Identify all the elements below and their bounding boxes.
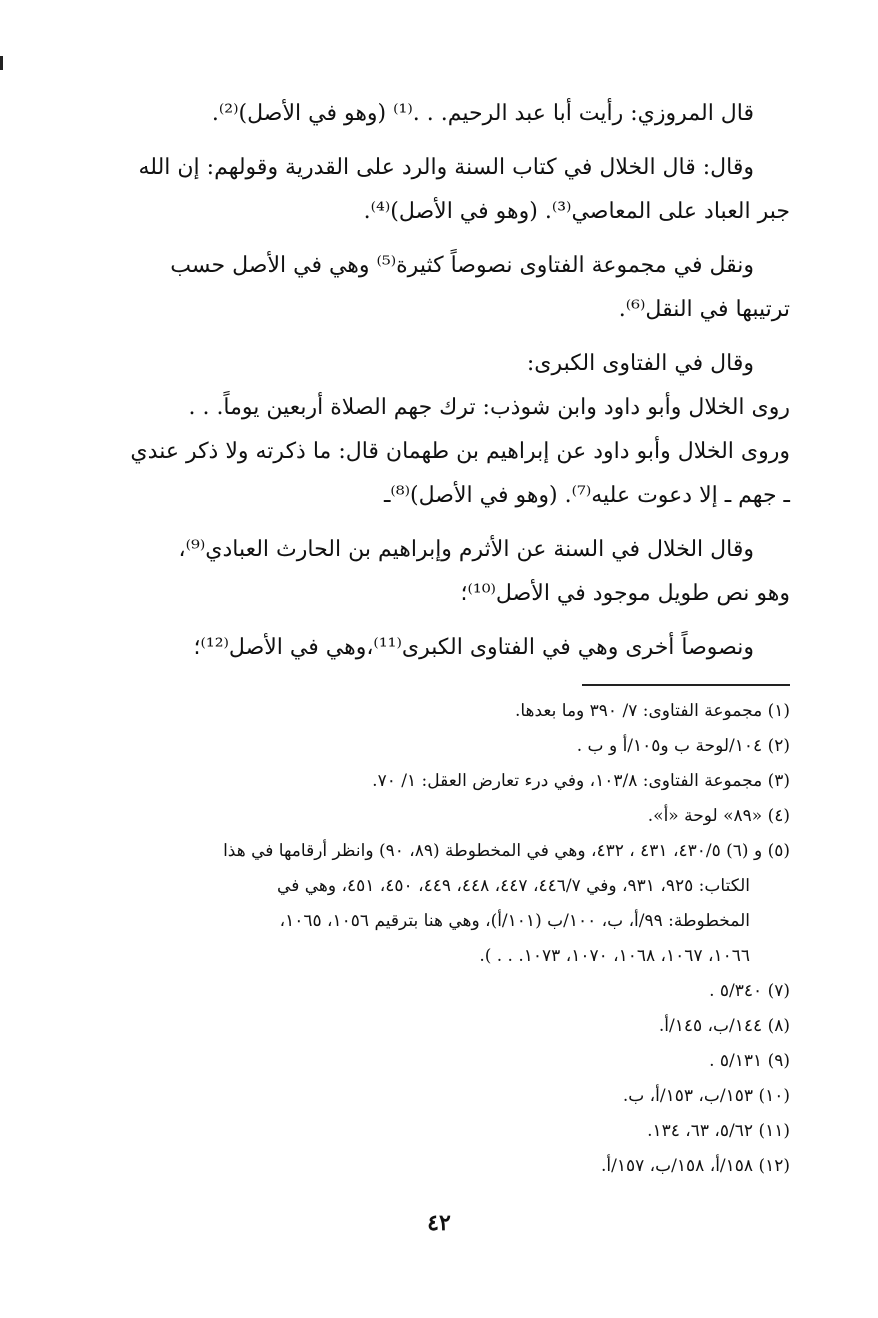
footnote-3 [100,764,790,799]
footnote-line: ١٠٦٦، ١٠٦٧، ١٠٦٨، ١٠٧٠، ١٠٧٣. . . ). [479,946,750,966]
text-line: ونقل في مجموعة الفتاوى نصوصاً كثيرة⁽⁵⁾ وهي في الأصل حسب [170,253,754,278]
footnote-line: (٧) ٥/٣٤٠ . [709,981,790,1001]
footnote-line: (٩) ٥/١٣١ . [709,1051,790,1071]
footnote-line: المخطوطة: ٩٩/أ، ب، ١٠٠/ب (١٠١/أ)، وهي هنا بترقيم ١٠٥٦، ١٠٦٥، [279,911,750,931]
footnote-2 [100,729,790,764]
text-line: وقال الخلال في السنة عن الأثرم وإبراهيم بن الحارث العبادي⁽⁹⁾، [178,537,754,562]
footnote-line: (٨) ١٤٤/ب، ١٤٥/أ. [658,1016,790,1036]
footnote-separator [582,684,790,686]
footnote-line: (١١) ٥/٦٢، ٦٣، ١٣٤. [647,1121,790,1141]
footnote-12 [100,1149,790,1184]
footnote-1 [100,694,790,729]
footnote-line: (١) مجموعة الفتاوى: ٧/ ٣٩٠ وما بعدها. [514,701,790,721]
text-line: قال المروزي: رأيت أبا عبد الرحيم. . .⁽¹⁾ (وهو في الأصل)⁽²⁾. [211,101,754,126]
footnote-line: الكتاب: ٩٢٥، ٩٣١، وفي ٤٤٦/٧، ٤٤٧، ٤٤٨، ٤٤٩، ٤٥٠، ٤٥١، وهي في [277,876,750,896]
footnote-line: (٥) و (٦) ٤٣٠/٥، ٤٣١ ، ٤٣٢، وهي في المخطوطة (٨٩، ٩٠) وانظر أرقامها في هذا [223,841,790,861]
footnotes [100,694,790,1184]
footnote-7 [100,974,790,1009]
scan-edge-mark [0,56,3,70]
text-line: وروى الخلال وأبو داود عن إبراهيم بن طهمان قال: ما ذكرته ولا ذكر عندي [130,439,790,464]
footnote-4 [100,799,790,834]
paragraph-5 [100,528,790,616]
text-line: وقال في الفتاوى الكبرى: [526,351,754,376]
paragraph-6 [100,626,790,670]
footnote-line: (٣) مجموعة الفتاوى: ١٠٣/٨، وفي درء تعارض العقل: ١/ ٧٠. [372,771,790,791]
footnote-11 [100,1114,790,1149]
text-line: جبر العباد على المعاصي⁽³⁾. (وهو في الأصل)⁽⁴⁾. [363,199,790,224]
footnote-line: (١٢) ١٥٨/أ، ١٥٨/ب، ١٥٧/أ. [601,1156,790,1176]
text-line: ونصوصاً أخرى وهي في الفتاوى الكبرى⁽¹¹⁾،وهي في الأصل⁽¹²⁾؛ [193,635,754,660]
main-text [100,92,790,680]
text-line: وقال: قال الخلال في كتاب السنة والرد على القدرية وقولهم: إن الله [138,155,754,180]
footnote-9 [100,1044,790,1079]
paragraph-2 [100,146,790,234]
footnote-8 [100,1009,790,1044]
footnote-line: (٢) ١٠٤/لوحة ب و١٠٥/أ و ب . [576,736,790,756]
text-line: روى الخلال وأبو داود وابن شوذب: ترك جهم الصلاة أربعين يوماً. . . [188,395,790,420]
paragraph-1 [100,92,790,136]
text-line: ـ جهم ـ إلا دعوت عليه⁽⁷⁾. (وهو في الأصل)⁽⁸⁾ـ [383,483,790,508]
paragraph-4 [100,342,790,518]
paragraph-3 [100,244,790,332]
footnote-5-6 [100,834,790,974]
footnote-10 [100,1079,790,1114]
text-line: ترتيبها في النقل⁽⁶⁾. [618,297,790,322]
page-number: ٤٢ [427,1210,451,1236]
text-line: وهو نص طويل موجود في الأصل⁽¹⁰⁾؛ [460,581,790,606]
footnote-line: (٤) «٨٩» لوحة «أ». [647,806,790,826]
footnote-line: (١٠) ١٥٣/ب، ١٥٣/أ، ب. [622,1086,790,1106]
